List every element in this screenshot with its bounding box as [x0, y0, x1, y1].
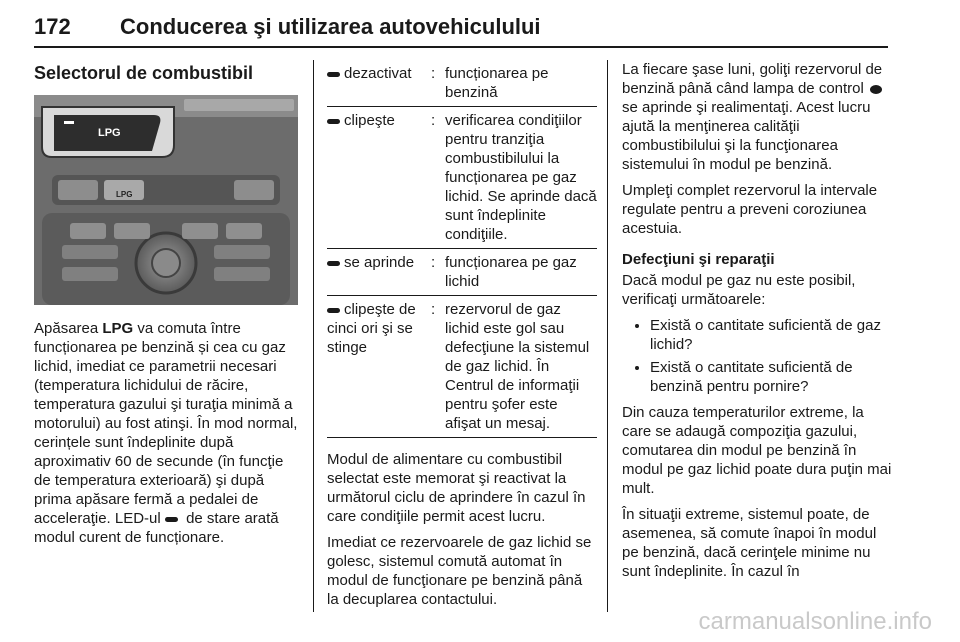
led-icon [327, 308, 340, 313]
column-middle [327, 60, 597, 616]
paragraph: În situaţii extreme, sistemul poate, de asemenea, să comute înapoi în modul pe benzină, dacă cerinţele minime nu sunt îndeplinite. În cazul în [622, 506, 877, 580]
dashboard-lpg-figure [34, 95, 298, 305]
column-divider [607, 60, 608, 612]
paragraph: Din cauza temperaturilor extreme, la care se adaugă compoziţia gazului, comutarea din modul pe benzină în modul pe gaz lichid poate dura puţin mai mult. [622, 404, 892, 497]
lpg-button-label-zoom: LPG [98, 127, 121, 139]
led-status-table [327, 60, 597, 438]
lpg-button-label-small: LPG [116, 190, 133, 199]
check-list [622, 316, 892, 396]
control-lamp-icon [870, 85, 882, 94]
paragraph: Imediat ce rezervoarele de gaz lichid se golesc, sistemul comută automat în modul de funcţionare pe benzină până la decuplarea contactului. [327, 534, 592, 608]
lpg-keyword: LPG [102, 320, 134, 337]
column-left [34, 60, 300, 554]
page-header [34, 10, 888, 48]
column-divider [313, 60, 314, 612]
table-row: clipeşte de cinci ori şi se stinge : rezervorul de gaz lichid este gol sau defecţiune la sistemul de gaz lichid. În Centrul de informaţii pentru şofer este afişat un mesaj. [327, 296, 597, 438]
paragraph: Umpleţi complet rezervorul la intervale regulate pentru a preveni coroziunea acestuia. [622, 182, 878, 237]
led-icon [327, 261, 340, 266]
center-console-illustration [34, 95, 298, 305]
table-row: clipeşte : verificarea condiţiilor pentru tranziţia combustibilului la funcționarea pe gaz lichid. Se aprinde dacă sunt îndeplinite condiţiile. [327, 107, 597, 249]
page-number: 172 [34, 14, 71, 39]
paragraph: Dacă modul pe gaz nu este posibil, verificaţi următoarele: [622, 272, 856, 308]
table-row: se aprinde : funcționarea pe gaz lichid [327, 249, 597, 296]
section-title: Selectorul de combustibil [34, 63, 254, 83]
list-item: • Există o cantitate suficientă de benzină pentru pornire? [650, 358, 892, 396]
chapter-title: Conducerea şi utilizarea autovehiculului [120, 14, 541, 39]
led-icon [327, 72, 340, 77]
column-right [622, 60, 892, 588]
paragraph: La fiecare şase luni, goliţi rezervorul de benzină până când lampa de control se aprinde şi realimentaţi. Acest lucru ajută la menţinerea calităţii combustibilului şi la funcţionarea sistemului în modul pe benzină. [622, 61, 883, 173]
led-icon [327, 119, 340, 124]
table-row: dezactivat : funcționarea pe benzină [327, 60, 597, 107]
subheading: Defecţiuni şi reparaţii [622, 251, 775, 268]
list-item: • Există o cantitate suficientă de gaz lichid? [650, 316, 892, 354]
watermark: carmanualsonline.info [698, 608, 932, 635]
intro-paragraph: Apăsarea LPG va comuta între funcționarea pe benzină și cea cu gaz lichid, imediat ce parametrii necesari (temperatura lichidului de răcire, temperatura gazului şi turaţia minimă a motorului) au fost atinşi. În mod normal, cerințele sunt îndeplinite după aproximativ 60 de secunde (în funcţie de temperatura exterioară) şi după prima apăsare fermă a pedalei de acceleraţie. LED-ul de stare arată modul curent de funcționare. [34, 320, 298, 546]
status-led-icon [165, 517, 178, 522]
paragraph: Modul de alimentare cu combustibil selectat este memorat şi reactivat la următorul ciclu de aprindere în cazul în care condiţiile permit acest lucru. [327, 451, 586, 525]
